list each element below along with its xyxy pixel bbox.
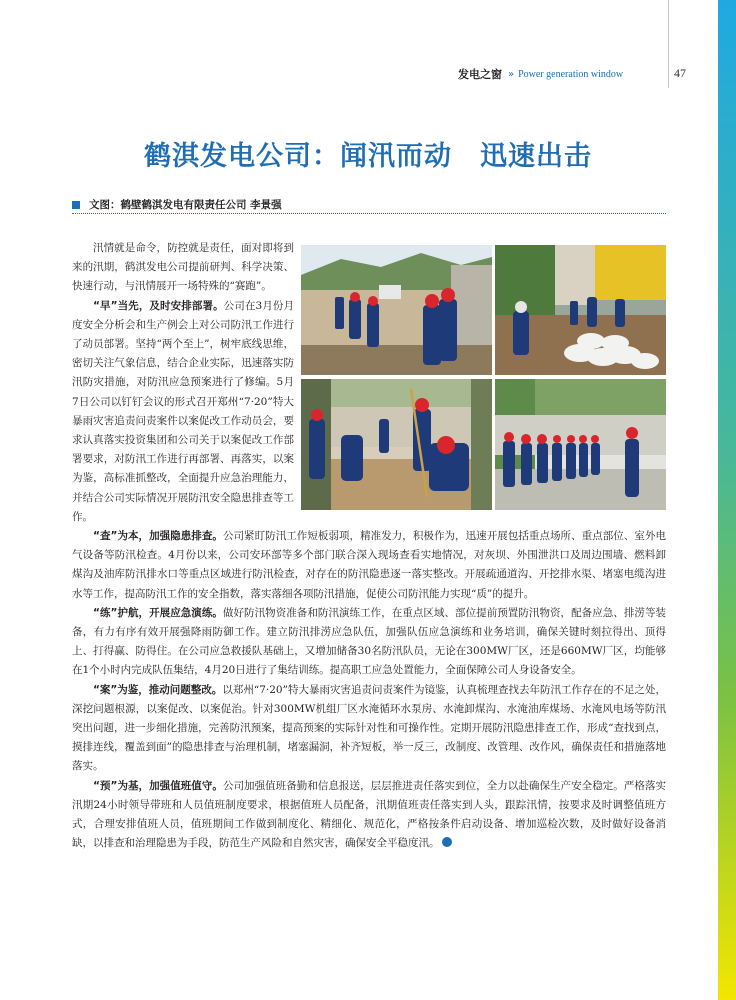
paragraph-heading: “预”为基，加强值班值守。: [93, 779, 223, 792]
paragraph-case: [72, 681, 666, 777]
photo-sandbag-stack: [495, 245, 666, 375]
article-body-left: [72, 239, 294, 527]
byline: [72, 197, 282, 212]
paragraph-body: 公司在3月份月度安全分析会和生产例会上对公司防汛工作进行了动员部署。坚持“两个至上”，树牢底线思维，密切关注气象信息，结合企业实际，迅速落实防汛防灾措施，对防汛应急预案进行了修编。5月7日公司以钉钉会议的形式召开郑州“7·20”特大暴雨灾害追责问责案件以案促改工作动员会，要求认真落实投资集团和公司关于以案促改工作部署要求，对防汛工作进行再部署、再落实，以案为鉴，高标准抓整改，全面提升应急治理能力，并结合公司实际情况开展防汛安全隐患排查等工作。: [72, 299, 294, 523]
photo-team-lineup: [495, 379, 666, 510]
paragraph-heading: “查”为本，加强隐患排查。: [93, 530, 223, 542]
dotted-divider: [72, 213, 666, 214]
section-title-en: Power generation window: [518, 68, 624, 80]
paragraph-heading: “练”护航，开展应急演练。: [93, 606, 223, 619]
paragraph-early: [72, 297, 294, 527]
paragraph-duty: [72, 777, 666, 854]
page-number: 47: [674, 66, 686, 80]
header-divider: [668, 0, 669, 88]
paragraph-body: 公司加强值班备勤和信息报送，层层推进责任落实到位，全力以赴确保生产安全稳定。严格落实汛期24小时领导带班和人员值班制度要求，根据值班人员配备，汛期值班责任落实到人头，跟踪汛情，按要求及时调整值班方式，合理安排值班人员，值班期间工作做到制度化、精细化、规范化，严格按条件启动设备、增加巡检次数，及时做好设备消缺，以排查和治理隐患为手段，防范生产风险和自然灾害，确保安全平稳度汛。: [72, 779, 666, 850]
article-title: 鹤淇发电公司：闻汛而动 迅速出击: [144, 141, 592, 172]
paragraph-check: [72, 527, 666, 604]
square-bullet-icon: [72, 201, 80, 209]
paragraph-heading: “早”当先，及时安排部署。: [93, 299, 224, 312]
article-body-full: [72, 527, 666, 853]
intro-paragraph: 汛情就是命令，防控就是责任，面对即将到来的汛期，鹤淇发电公司提前研判、科学决策、快速行动，与汛情展开一场特殊的“赛跑”。: [72, 242, 294, 293]
paragraph-body: 做好防汛物资准备和防汛演练工作，在重点区域、部位提前预置防汛物资，配备应急、排涝等装备，有力有序有效开展强降雨防御工作。建立防汛排涝应急队伍，加强队伍应急演练和业务培训，确保关键时刻拉得出、顶得上、打得赢、防得住。在公司应急救援队基础上，又增加储备30名防汛队员，无论在300MW厂区，还是660MW厂区，均能够在1个小时内完成队伍集结，4月20日进行了集结训练。提高职工应急处置能力，全面保障公司人身设备安全。: [72, 606, 666, 677]
section-header: [458, 66, 623, 82]
double-chevron-icon: »: [508, 68, 515, 80]
section-title-zh: 发电之窗: [458, 68, 502, 81]
photo-sandbag-digging: [301, 245, 492, 375]
paragraph-drill: [72, 604, 666, 681]
paragraph-body: 以郑州“7·20”特大暴雨灾害追责问责案件为镜鉴，认真梳理查找去年防汛工作存在的不足之处，深挖问题根源，以案促改、以案促治。针对300MW机组厂区水淹循环水泵房、水淹卸煤沟、水淹油库煤场、水淹风电场等防汛突出问题，进一步细化措施，完善防汛预案，提高预案的实际针对性和可操作性。定期开展防汛隐患排查工作，形成“查找到点，摸排连线，覆盖到面”的隐患排查与治理机制，堵塞漏洞，补齐短板，举一反三，改制度、改管理、改作风，确保责任和措施落地落实。: [72, 683, 666, 773]
byline-text: 文图：鹤壁鹤淇发电有限责任公司 李景强: [89, 199, 282, 211]
end-of-article-icon: [442, 837, 452, 847]
paragraph-heading: “案”为鉴，推动问题整改。: [93, 683, 223, 696]
paragraph-body: 公司紧盯防汛工作短板弱项，精准发力，积极作为，迅速开展包括重点场所、重点部位、室外电气设备等防汛检查。4月份以来，公司安环部等多个部门联合深入现场查看实地情况，对灰坝、外围泄洪口及周边围墙、燃料卸煤沟及油库防汛排水口等重点区域进行防汛检查，对存在的防汛隐患逐一落实整改。开展疏通道沟、开挖排水渠、堵塞电缆沟进水等工作，提高防汛工作的安全指数，落实落细各项防汛措施，促使公司防汛能力实现“质”的提升。: [72, 530, 666, 600]
photo-drainage-digging: [301, 379, 492, 510]
